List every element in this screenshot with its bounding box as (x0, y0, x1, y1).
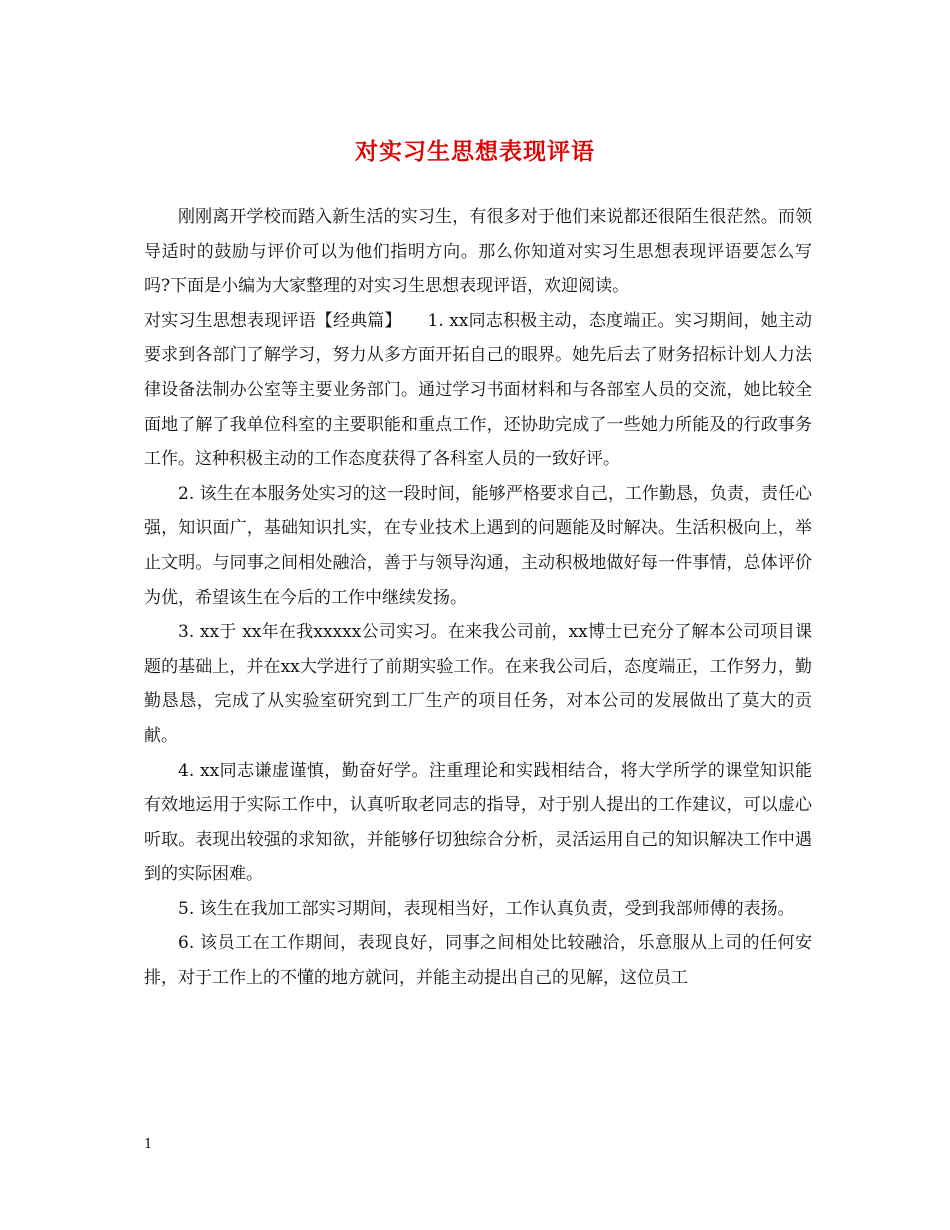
comment-item-1: 对实习生思想表现评语【经典篇】 1. xx同志积极主动，态度端正。实习期间，她主动要求到各部门了解学习，努力从多方面开拓自己的眼界。她先后去了财务招标计划人力法律设备法制办公室等主要业务部门。通过学习书面材料和与各部室人员的交流，她比较全面地了解了我单位科室的主要职能和重点工作，还协助完成了一些她力所能及的行政事务工作。这种积极主动的工作态度获得了各科室人员的一致好评。 (144, 310, 812, 470)
page-number: 1 (144, 1137, 153, 1152)
comment-item-5: 5. 该生在我加工部实习期间，表现相当好，工作认真负责，受到我部师傅的表扬。 (178, 898, 795, 919)
document-title: 对实习生思想表现评语 (355, 138, 595, 165)
comment-item-6: 6. 该员工在工作期间，表现良好，同事之间相处比较融洽，乐意服从上司的任何安排，对于工作上的不懂的地方就问，并能主动提出自己的见解，这位员工 (144, 933, 812, 989)
comment-item-3: 3. xx于 xx年在我xxxxx公司实习。在来我公司前，xx博士已充分了解本公司项目课题的基础上，并在xx大学进行了前期实验工作。在来我公司后，态度端正，工作努力，勤勤恳恳，完成了从实验室研究到工厂生产的项目任务，对本公司的发展做出了莫大的贡献。 (144, 622, 812, 746)
intro-paragraph: 刚刚离开学校而踏入新生活的实习生，有很多对于他们来说都还很陌生很茫然。而领导适时的鼓励与评价可以为他们指明方向。那么你知道对实习生思想表现评语要怎么写吗?下面是小编为大家整理的对实习生思想表现评语，欢迎阅读。 (144, 207, 812, 297)
comment-item-2: 2. 该生在本服务处实习的这一段时间，能够严格要求自己，工作勤恳，负责，责任心强，知识面广，基础知识扎实，在专业技术上遇到的问题能及时解决。生活积极向上，举止文明。与同事之间相处融洽，善于与领导沟通，主动积极地做好每一件事情，总体评价为优，希望该生在今后的工作中继续发扬。 (144, 483, 812, 608)
comment-item-4: 4. xx同志谦虚谨慎，勤奋好学。注重理论和实践相结合，将大学所学的课堂知识能有效地运用于实际工作中，认真听取老同志的指导，对于别人提出的工作建议，可以虚心听取。表现出较强的求知欲，并能够仔切独综合分析，灵活运用自己的知识解决工作中遇到的实际困难。 (144, 760, 812, 885)
document-body (144, 200, 812, 996)
